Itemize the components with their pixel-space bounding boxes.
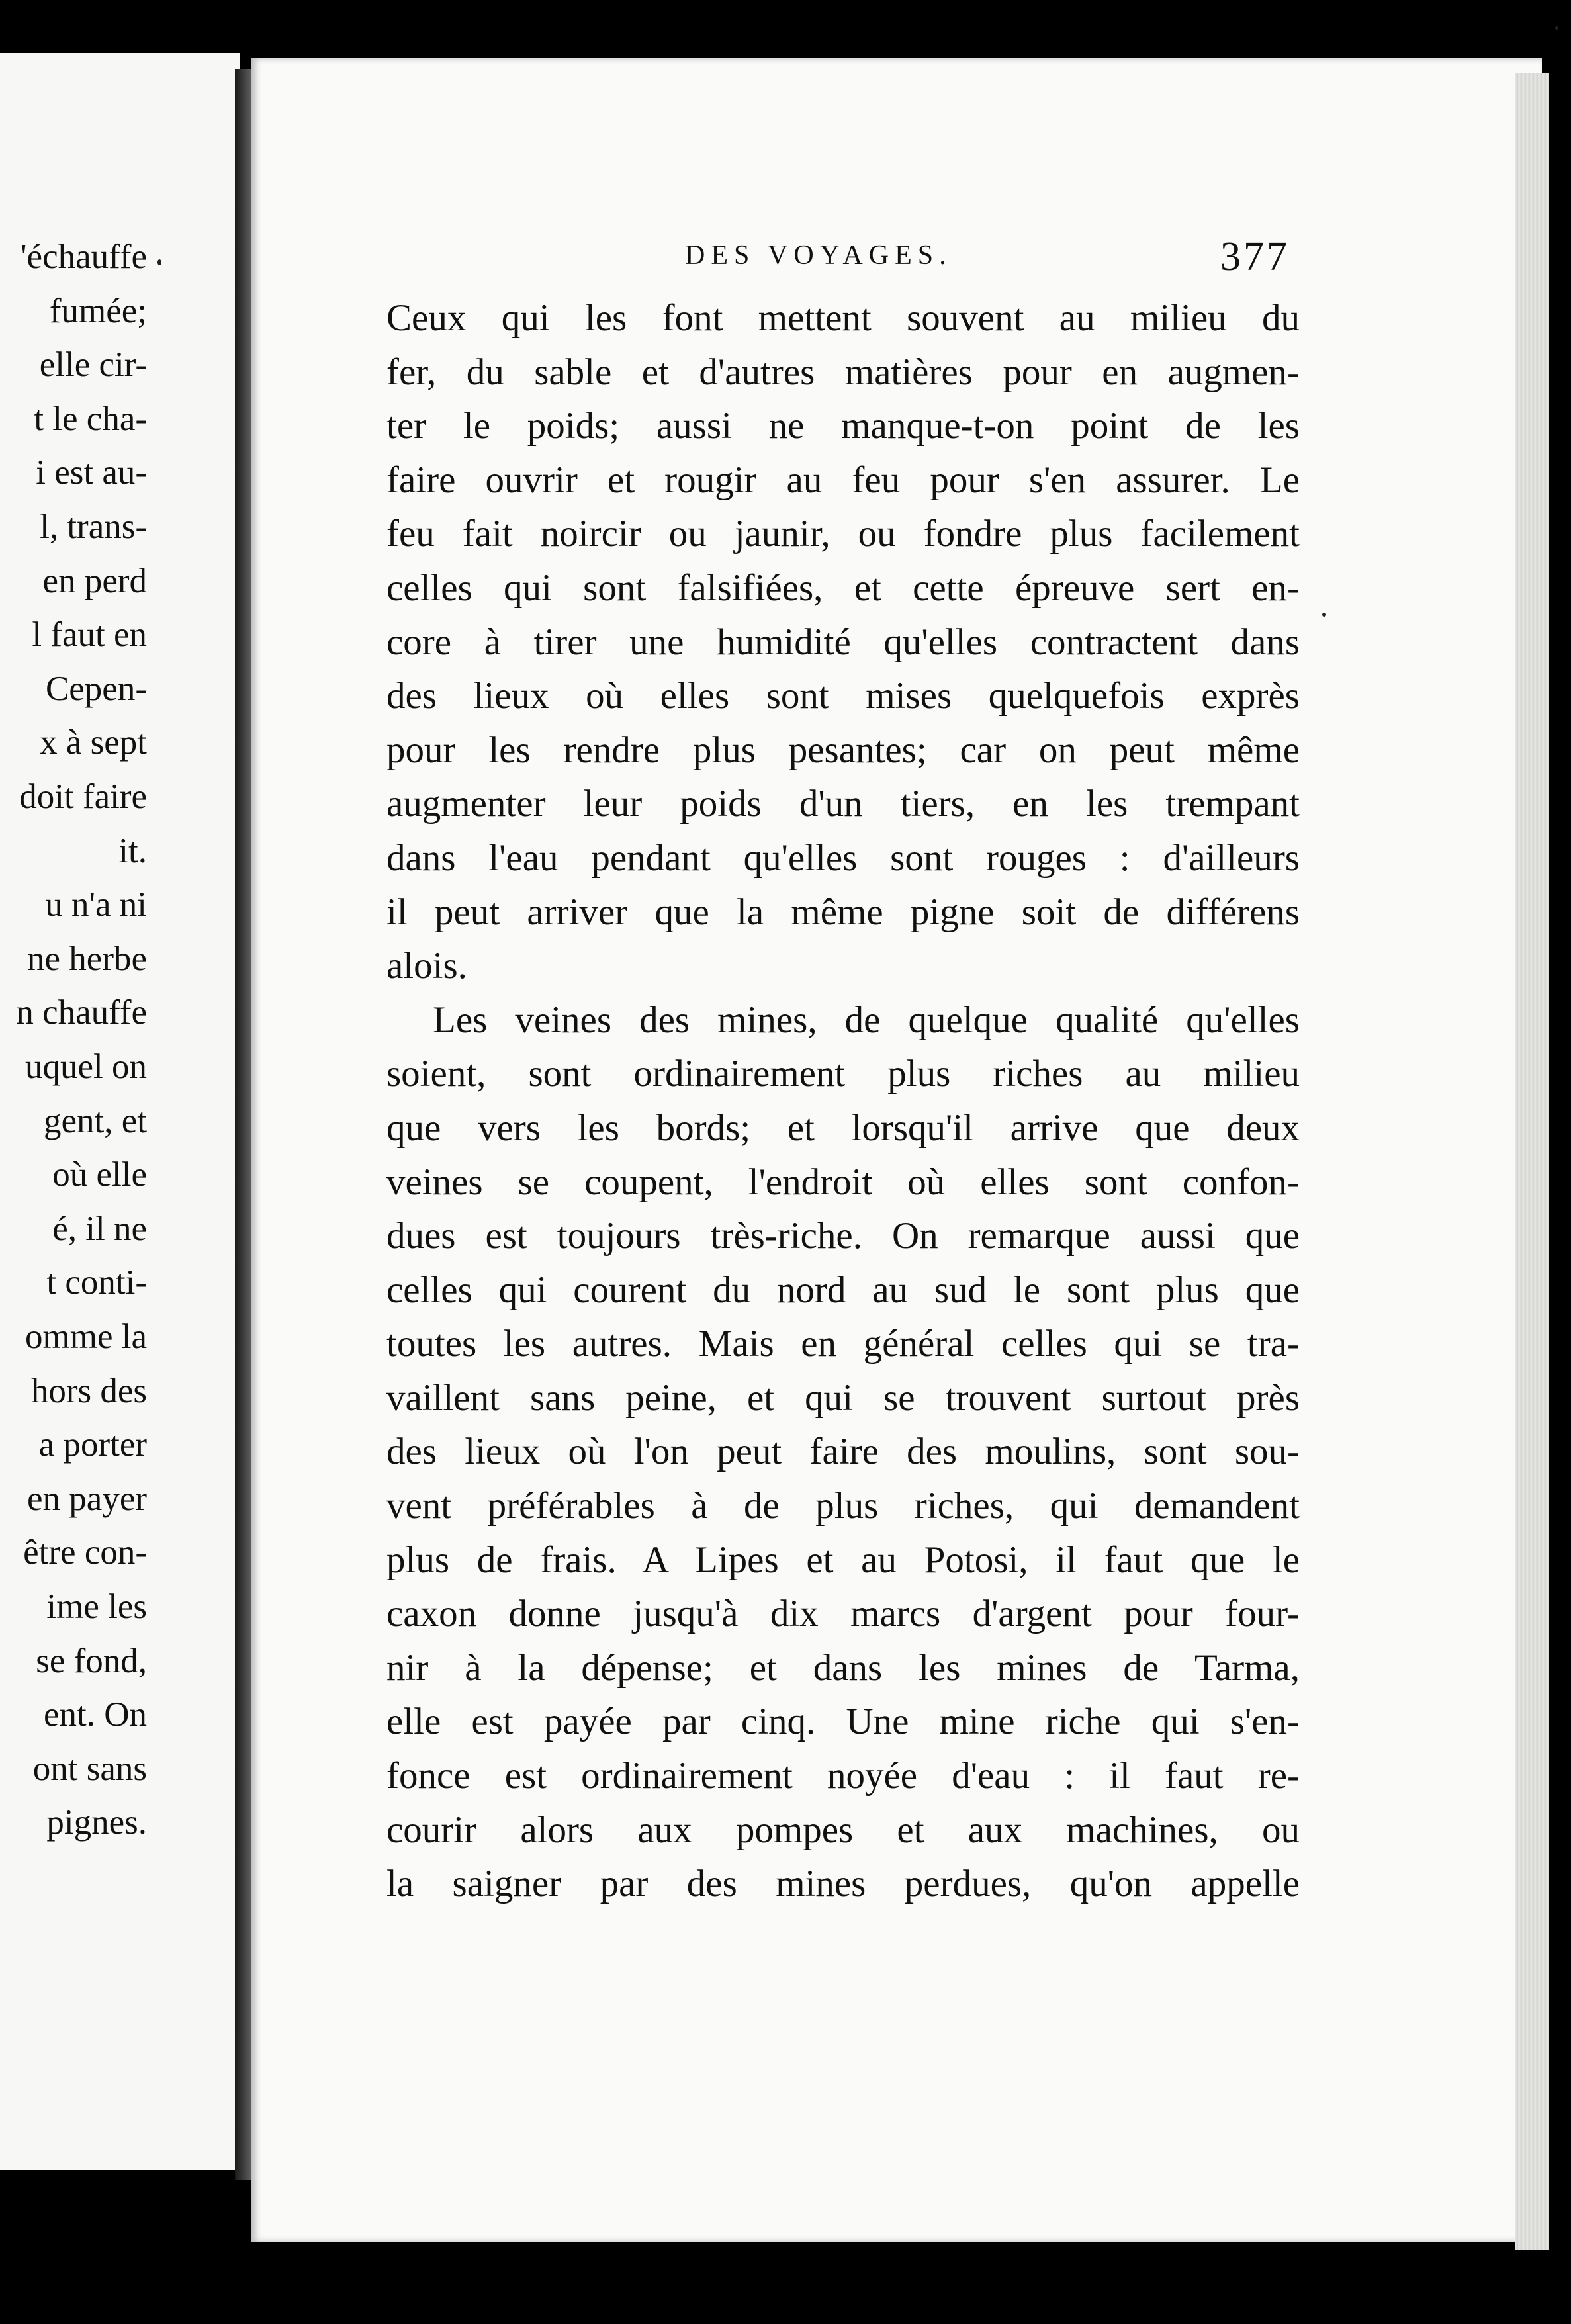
text-line: faire ouvrir et rougir au feu pour s'en assurer. Le	[386, 459, 1300, 501]
left-page-line: l faut en	[32, 615, 147, 654]
text-line: courir alors aux pompes et aux machines, ou	[386, 1809, 1300, 1851]
left-page-line: omme la	[25, 1318, 147, 1356]
text-line: caxon donne jusqu'à dix marcs d'argent pour four-	[386, 1593, 1300, 1635]
left-page-line: ime les	[46, 1587, 147, 1626]
text-line: des lieux où l'on peut faire des moulins, sont sou-	[386, 1431, 1300, 1473]
text-line: Les veines des mines, de quelque qualité qu'elles	[433, 999, 1300, 1041]
left-page-line: doit faire	[19, 778, 147, 816]
left-page-line: 'échauffe	[21, 238, 147, 276]
left-page-line: en perd	[42, 561, 147, 600]
text-line: il peut arriver que la même pigne soit de différens	[386, 891, 1300, 933]
text-line: celles qui sont falsifiées, et cette épreuve sert en-	[386, 566, 1300, 609]
page-number: 377	[1220, 234, 1290, 279]
left-page-line: pignes.	[46, 1803, 147, 1842]
left-page-line: t conti-	[46, 1263, 147, 1302]
text-line: pour les rendre plus pesantes; car on peut même	[386, 729, 1300, 771]
text-line: veines se coupent, l'endroit où elles sont confon-	[386, 1161, 1300, 1203]
running-header: DES VOYAGES.	[685, 240, 952, 271]
text-line: nir à la dépense; et dans les mines de Tarma,	[386, 1646, 1300, 1689]
left-page-line: a porter	[38, 1425, 147, 1464]
text-line: feu fait noircir ou jaunir, ou fondre plus facilement	[386, 513, 1300, 555]
body-text	[386, 291, 1300, 1911]
text-line: elle est payée par cinq. Une mine riche qui s'en-	[386, 1701, 1300, 1743]
text-line: Ceux qui les font mettent souvent au milieu du	[386, 297, 1300, 339]
ink-speck	[1322, 613, 1326, 617]
text-line: fer, du sable et d'autres matières pour en augmen-	[386, 351, 1300, 393]
text-line: que vers les bords; et lorsqu'il arrive que deux	[386, 1106, 1300, 1149]
text-line: des lieux où elles sont mises quelquefois exprès	[386, 675, 1300, 717]
ink-speck	[1555, 26, 1558, 30]
left-page-line: t le cha-	[34, 399, 147, 438]
text-line: la saigner par des mines perdues, qu'on appelle	[386, 1863, 1300, 1905]
text-line: alois.	[386, 945, 467, 987]
left-page-line: it.	[118, 831, 147, 870]
text-line: dues est toujours très-riche. On remarque aussi que	[386, 1215, 1300, 1257]
text-line: plus de frais. A Lipes et au Potosi, il faut que le	[386, 1539, 1300, 1581]
left-page-line: uquel on	[25, 1048, 147, 1086]
text-line: core à tirer une humidité qu'elles contractent dans	[386, 621, 1300, 663]
left-page-line: n chauffe	[16, 993, 147, 1032]
left-page-line: où elle	[52, 1155, 147, 1194]
left-page-line: ent. On	[43, 1695, 147, 1734]
left-page-line: se fond,	[36, 1641, 147, 1680]
text-line: augmenter leur poids d'un tiers, en les trempant	[386, 783, 1300, 825]
left-page-line: l, trans-	[40, 508, 147, 546]
text-line: toutes les autres. Mais en général celles qui se tra-	[386, 1323, 1300, 1365]
left-page-line: ne herbe	[27, 939, 147, 978]
ink-speck	[157, 259, 161, 265]
left-page-line: Cepen-	[45, 669, 147, 708]
left-page-line: u n'a ni	[45, 885, 147, 924]
left-page-line: être con-	[23, 1533, 147, 1572]
text-line: soient, sont ordinairement plus riches au milieu	[386, 1053, 1300, 1095]
text-line: dans l'eau pendant qu'elles sont rouges : d'ailleurs	[386, 836, 1300, 879]
left-page-line: i est au-	[36, 453, 147, 492]
left-page	[0, 53, 240, 2170]
left-page-line: x à sept	[40, 723, 147, 762]
text-line: fonce est ordinairement noyée d'eau : il faut re-	[386, 1755, 1300, 1797]
text-line: vent préférables à de plus riches, qui demandent	[386, 1485, 1300, 1527]
text-line: vaillent sans peine, et qui se trouvent surtout près	[386, 1376, 1300, 1419]
left-page-line: gent, et	[44, 1101, 147, 1140]
left-page-line: en payer	[27, 1479, 147, 1518]
left-page-line: fumée;	[49, 291, 147, 330]
left-page-line: ont sans	[32, 1749, 147, 1788]
text-line: ter le poids; aussi ne manque-t-on point de les	[386, 405, 1300, 447]
left-page-line: elle cir-	[39, 345, 147, 384]
left-page-line: hors des	[30, 1371, 147, 1410]
left-page-line: é, il ne	[52, 1209, 147, 1248]
text-line: celles qui courent du nord au sud le sont plus que	[386, 1269, 1300, 1311]
page-edges	[1515, 73, 1549, 2250]
